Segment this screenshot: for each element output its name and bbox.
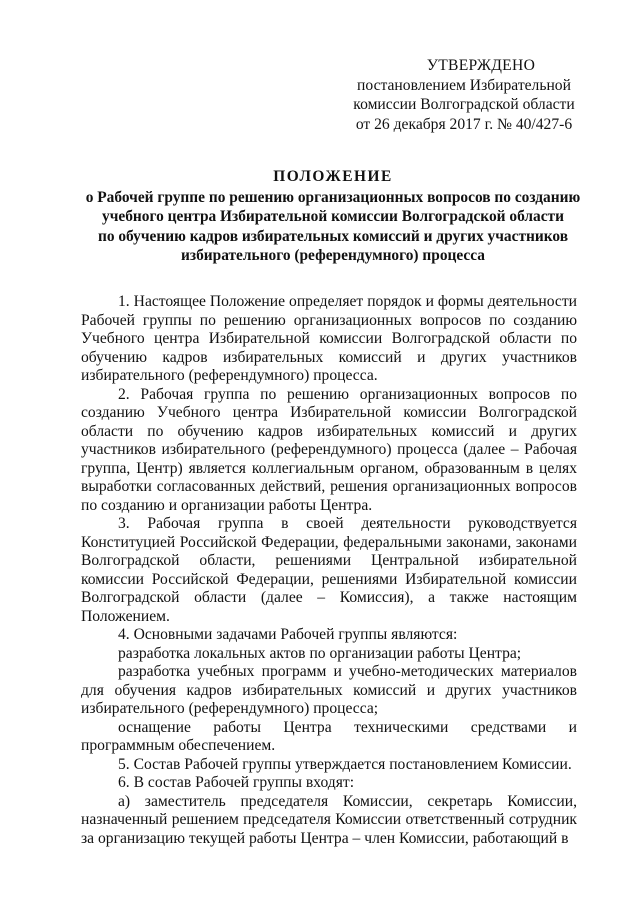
approval-line: комиссии Волгоградской области bbox=[353, 96, 575, 114]
document-subtitle-line: по обучению кадров избирательных комиссий и других участников bbox=[97, 227, 569, 245]
document-title: ПОЛОЖЕНИЕ bbox=[273, 168, 393, 185]
task-item-local-acts: разработка локальных актов по организации работы Центра; bbox=[118, 644, 522, 662]
task-item-programs: разработка учебных программ и учебно-методических материалов для обучения кадров избирательных комиссий и других участников избирательного (референдумного) процесса; bbox=[81, 663, 577, 717]
document-subtitle-line: избирательного (референдумного) процесса bbox=[181, 247, 485, 265]
paragraph-2: 2. Рабочая группа по решению организационных вопросов по созданию Учебного центра Избирательной комиссии Волгоградской области по обучению кадров избирательных комиссий и других участников избирательного (референдумного) процесса (далее – Рабочая группа, Центр) является коллегиальным органом, образованным в целях выработки согласованных действий, решения организационных вопросов по созданию и организации работы Центра. bbox=[81, 385, 577, 514]
document-subtitle-line: о Рабочей группе по решению организационных вопросов по созданию bbox=[85, 188, 581, 206]
paragraph-3: 3. Рабочая группа в своей деятельности руководствуется Конституцией Российской Федерации, федеральными законами, законами Волгоградской области, решениями Центральной избирательной комиссии Российской Федерации, решениями Избирательной комиссии Волгоградской области (далее – Комиссия), а также настоящим Положением. bbox=[81, 515, 577, 625]
paragraph-6: 6. В состав Рабочей группы входят: bbox=[118, 774, 355, 791]
approval-stamp bbox=[344, 56, 584, 135]
document-subtitle-line: учебного центра Избирательной комиссии Волгоградской области bbox=[102, 208, 564, 226]
approval-heading: УТВЕРЖДЕНО bbox=[426, 57, 536, 74]
paragraph-4: 4. Основными задачами Рабочей группы являются: bbox=[118, 626, 458, 643]
paragraph-5: 5. Состав Рабочей группы утверждается постановлением Комиссии. bbox=[118, 755, 572, 773]
approval-line: от 26 декабря 2017 г. № 40/427-6 bbox=[355, 116, 573, 134]
task-item-equipment: оснащение работы Центра техническими средствами и программным обеспечением. bbox=[81, 718, 577, 754]
member-item-a: а) заместитель председателя Комиссии, секретарь Комиссии, назначенный решением председателя Комиссии ответственный сотрудник за организацию текущей работы Центра – член Комиссии, работающий в bbox=[81, 792, 577, 847]
document-body bbox=[81, 293, 577, 848]
approval-line: постановлением Избирательной bbox=[357, 76, 571, 94]
document-heading bbox=[70, 167, 596, 266]
paragraph-1: 1. Настоящее Положение определяет порядок и формы деятельности Рабочей группы по решению организационных вопросов по созданию Учебного центра Избирательной комиссии Волгоградской области по обучению кадров избирательных комиссий и других участников избирательного (референдумного) процесса. bbox=[81, 293, 577, 384]
